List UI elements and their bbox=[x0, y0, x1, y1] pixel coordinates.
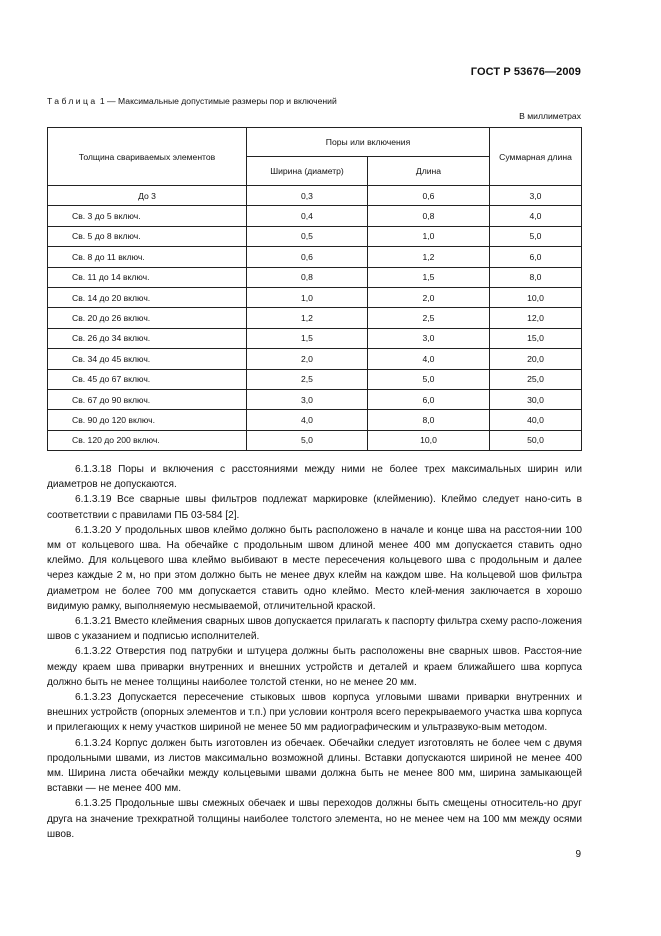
header-length: Длина bbox=[368, 157, 490, 186]
cell-length: 1,5 bbox=[368, 267, 490, 287]
cell-length: 6,0 bbox=[368, 389, 490, 409]
table-row bbox=[48, 349, 582, 369]
cell-total: 40,0 bbox=[490, 410, 582, 430]
cell-width: 0,3 bbox=[247, 186, 368, 206]
cell-length: 10,0 bbox=[368, 430, 490, 450]
cell-thickness: Св. 67 до 90 включ. bbox=[48, 389, 247, 409]
table-row bbox=[48, 247, 582, 267]
table-caption-text: 1 — Максимальные допустимые размеры пор и включений bbox=[97, 96, 337, 106]
cell-width: 2,0 bbox=[247, 349, 368, 369]
paragraph: 6.1.3.24 Корпус должен быть изготовлен из обечаек. Обечайки следует изготовлять не более чем с двумя продольными швами, из листов максимально возможной длины. Вставки допускаются шириной не менее 400 мм. Ширина листа обечайки между кольцевыми швами должна быть не менее 800 мм, ширина замыкающей вставки — не менее 400 мм. bbox=[47, 737, 582, 795]
table-row bbox=[48, 267, 582, 287]
cell-total: 6,0 bbox=[490, 247, 582, 267]
cell-width: 0,8 bbox=[247, 267, 368, 287]
cell-total: 4,0 bbox=[490, 206, 582, 226]
paragraph: 6.1.3.25 Продольные швы смежных обечаек и швы переходов должны быть смещены относитель-но друг друга на значение трехкратной толщины наиболее толстого элемента, но не менее чем на 100 мм между осями швов. bbox=[47, 798, 582, 840]
cell-total: 12,0 bbox=[490, 308, 582, 328]
table-row bbox=[48, 430, 582, 450]
cell-total: 15,0 bbox=[490, 328, 582, 348]
cell-thickness: Св. 90 до 120 включ. bbox=[48, 410, 247, 430]
cell-length: 4,0 bbox=[368, 349, 490, 369]
table-row bbox=[48, 389, 582, 409]
pores-table bbox=[47, 127, 582, 451]
cell-length: 2,0 bbox=[368, 287, 490, 307]
table-row bbox=[48, 206, 582, 226]
cell-length: 0,6 bbox=[368, 186, 490, 206]
cell-total: 10,0 bbox=[490, 287, 582, 307]
cell-total: 20,0 bbox=[490, 349, 582, 369]
cell-thickness: Св. 34 до 45 включ. bbox=[48, 349, 247, 369]
cell-length: 2,5 bbox=[368, 308, 490, 328]
table-units: В миллиметрах bbox=[519, 111, 581, 121]
table-row bbox=[48, 226, 582, 246]
cell-width: 0,4 bbox=[247, 206, 368, 226]
header-width: Ширина (диаметр) bbox=[247, 157, 368, 186]
cell-thickness: Св. 20 до 26 включ. bbox=[48, 308, 247, 328]
cell-width: 3,0 bbox=[247, 389, 368, 409]
header-pores: Поры или включения bbox=[247, 128, 490, 157]
paragraph: 6.1.3.22 Отверстия под патрубки и штуцера должны быть расположены вне сварных швов. Расстоя-ние между краем шва приварки внутренних и внешних устройств и деталей и краем ближайшего шва корпуса должно быть не менее толщины наиболее толстой стенки, но не менее 20 мм. bbox=[47, 646, 582, 688]
cell-thickness: Св. 3 до 5 включ. bbox=[48, 206, 247, 226]
cell-width: 1,2 bbox=[247, 308, 368, 328]
table-row bbox=[48, 186, 582, 206]
cell-thickness: Св. 26 до 34 включ. bbox=[48, 328, 247, 348]
table-row bbox=[48, 328, 582, 348]
paragraph: 6.1.3.21 Вместо клеймения сварных швов допускается прилагать к паспорту фильтра схему распо-ложения швов с указанием и подписью исполнителей. bbox=[47, 616, 582, 643]
cell-width: 2,5 bbox=[247, 369, 368, 389]
header-thickness: Толщина свариваемых элементов bbox=[48, 128, 247, 186]
paragraph: 6.1.3.18 Поры и включения с расстояниями между ними не более трех максимальных ширин или диаметров не допускаются. bbox=[47, 464, 582, 491]
cell-width: 0,6 bbox=[247, 247, 368, 267]
table-row bbox=[48, 287, 582, 307]
paragraph: 6.1.3.20 У продольных швов клеймо должно быть расположено в начале и конце шва на расстоя-нии 100 мм от кольцевого шва. На обечайке с продольным швом длиной менее 400 мм допускается ставить одно клеймо. Для кольцевого шва клеймо выбивают в месте пересечения кольцевого шва с продольным и далее через каждые 2 м, но при этом должно быть не менее двух клейм на каждом шве. На кольцевой шов фильтра диаметром не более 700 мм допускается ставить одно клеймо. Место клей-мения заключается в хорошо видимую рамку, выполняемую несмываемой, отличительной краской. bbox=[47, 524, 582, 612]
cell-width: 4,0 bbox=[247, 410, 368, 430]
cell-length: 8,0 bbox=[368, 410, 490, 430]
cell-length: 3,0 bbox=[368, 328, 490, 348]
cell-thickness: Св. 5 до 8 включ. bbox=[48, 226, 247, 246]
cell-length: 5,0 bbox=[368, 369, 490, 389]
table-row bbox=[48, 308, 582, 328]
cell-length: 1,0 bbox=[368, 226, 490, 246]
cell-thickness: Св. 14 до 20 включ. bbox=[48, 287, 247, 307]
cell-total: 8,0 bbox=[490, 267, 582, 287]
cell-thickness: Св. 45 до 67 включ. bbox=[48, 369, 247, 389]
cell-thickness: До 3 bbox=[48, 186, 247, 206]
paragraph: 6.1.3.23 Допускается пересечение стыковых швов корпуса угловыми швами приварки внутренних и внешних устройств (опорных элементов и т.п.) при условии контроля всего перекрываемого участка шва корпуса и прилегающих к нему участков шириной не менее 50 мм радиографическим и ультразвуко-вым методом. bbox=[47, 692, 582, 734]
cell-total: 3,0 bbox=[490, 186, 582, 206]
cell-width: 1,5 bbox=[247, 328, 368, 348]
cell-total: 25,0 bbox=[490, 369, 582, 389]
standard-designation: ГОСТ Р 53676—2009 bbox=[470, 66, 581, 78]
page-number: 9 bbox=[575, 849, 581, 860]
cell-width: 1,0 bbox=[247, 287, 368, 307]
table-caption bbox=[47, 96, 337, 106]
cell-thickness: Св. 120 до 200 включ. bbox=[48, 430, 247, 450]
paragraph: 6.1.3.19 Все сварные швы фильтров подлежат маркировке (клеймению). Клеймо следует нано-сить в соответствии с правилами ПБ 03-584 [2]. bbox=[47, 494, 582, 521]
cell-length: 0,8 bbox=[368, 206, 490, 226]
body-text bbox=[47, 462, 582, 842]
table-row bbox=[48, 369, 582, 389]
cell-total: 50,0 bbox=[490, 430, 582, 450]
table-caption-label: Таблица bbox=[47, 96, 98, 106]
cell-thickness: Св. 8 до 11 включ. bbox=[48, 247, 247, 267]
cell-width: 5,0 bbox=[247, 430, 368, 450]
cell-total: 5,0 bbox=[490, 226, 582, 246]
cell-thickness: Св. 11 до 14 включ. bbox=[48, 267, 247, 287]
table-row bbox=[48, 410, 582, 430]
cell-length: 1,2 bbox=[368, 247, 490, 267]
cell-width: 0,5 bbox=[247, 226, 368, 246]
cell-total: 30,0 bbox=[490, 389, 582, 409]
header-total-length: Суммарная длина bbox=[490, 128, 582, 186]
table-body bbox=[48, 186, 582, 451]
